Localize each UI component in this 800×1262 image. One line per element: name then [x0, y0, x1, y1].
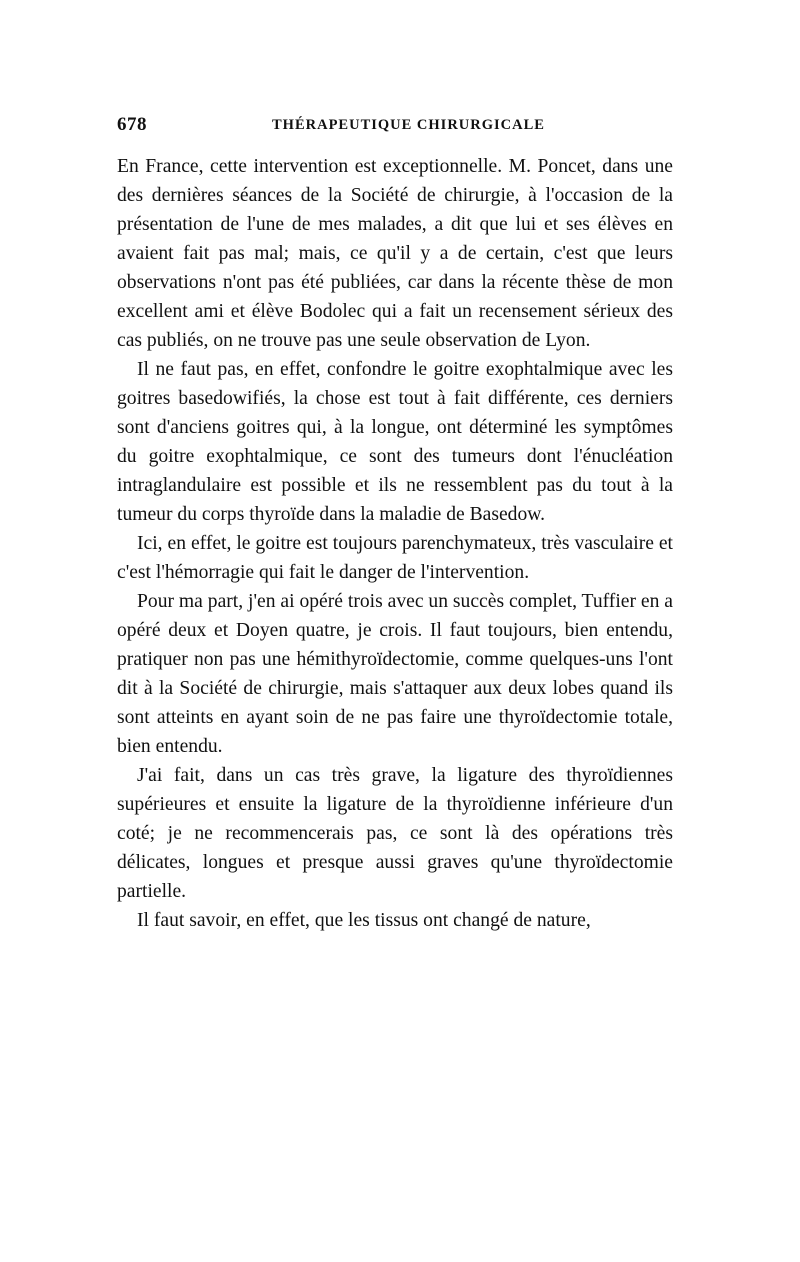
paragraph: Pour ma part, j'en ai opéré trois avec un succès complet, Tuffier en a opéré deux et Doyen quatre, je crois. Il faut toujours, bien entendu, pratiquer non pas une hémithyroïdectomie, comme quelques-uns l'ont dit à la Société de chirurgie, mais s'attaquer aux deux lobes quand ils sont atteints en ayant soin de ne pas faire une thyroïdectomie totale, bien entendu.: [117, 591, 673, 757]
running-head: THÉRAPEUTIQUE CHIRURGICALE: [272, 117, 545, 133]
paragraph: Ici, en effet, le goitre est toujours parenchymateux, très vasculaire et c'est l'hémorragie qui fait le danger de l'intervention.: [117, 533, 673, 583]
body-text: [117, 152, 673, 935]
page-header: [117, 114, 687, 138]
paragraph: En France, cette intervention est exceptionnelle. M. Poncet, dans une des dernières séances de la Société de chirurgie, à l'occasion de la présentation de l'une de mes malades, a dit que lui et ses élèves en avaient fait pas mal; mais, ce qu'il y a de certain, c'est que leurs observations n'ont pas été publiées, car dans la récente thèse de mon excellent ami et élève Bodolec qui a fait un recensement sérieux des cas publiés, on ne trouve pas une seule observation de Lyon.: [117, 156, 673, 351]
paragraph: Il faut savoir, en effet, que les tissus ont changé de nature,: [137, 910, 591, 931]
paragraph: J'ai fait, dans un cas très grave, la ligature des thyroïdiennes supérieures et ensuite la ligature de la thyroïdienne inférieure d'un coté; je ne recommencerais pas, ce sont là des opérations très délicates, longues et presque aussi graves qu'une thyroïdectomie partielle.: [117, 765, 673, 902]
paragraph: Il ne faut pas, en effet, confondre le goitre exophtalmique avec les goitres basedowifiés, la chose est tout à fait différente, ces derniers sont d'anciens goitres qui, à la longue, ont déterminé les symptômes du goitre exophtalmique, ce sont des tumeurs dont l'énucléation intraglandulaire est possible et ils ne ressemblent pas du tout à la tumeur du corps thyroïde dans la maladie de Basedow.: [117, 359, 673, 525]
page-number: 678: [117, 114, 147, 135]
